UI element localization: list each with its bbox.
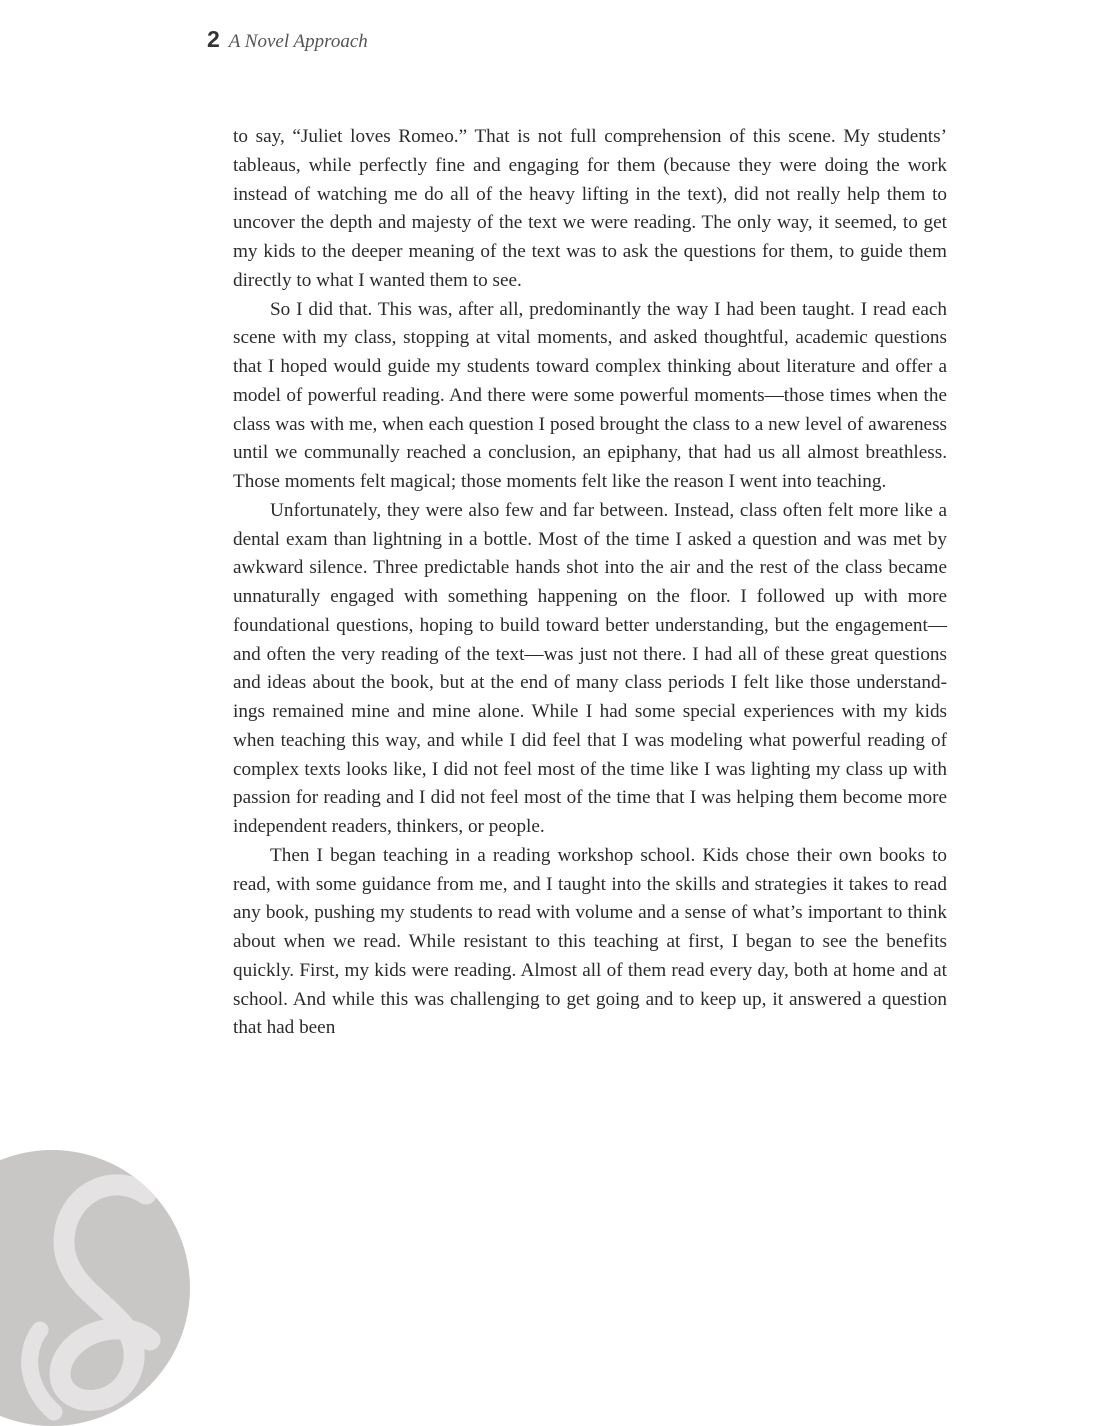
book-title: A Novel Approach bbox=[228, 31, 368, 52]
body-text bbox=[233, 123, 947, 1043]
paragraph: Unfortunately, they were also few and far between. Instead, class often felt more like a dental exam than lightning in a bottle. Most of the time I asked a question and was met by awkward silence. Three predictable hands shot into the air and the rest of the class became unnaturally engaged with something happening on the floor. I followed up with more foundational questions, hoping to build toward better understanding, but the engagement—and often the very reading of the text—was just not there. I had all of these great questions and ideas about the book, but at the end of many class periods I felt like those understandings remained mine and mine alone. While I had some special experiences with my kids when teaching this way, and while I did feel that I was modeling what powerful reading of complex texts looks like, I did not feel most of the time like I was lighting my class up with passion for reading and I did not feel most of the time that I was helping them become more independent readers, thinkers, or people. bbox=[233, 499, 947, 837]
paragraph: to say, “Juliet loves Romeo.” That is not full comprehension of this scene. My students’ tableaus, while perfectly fine and engaging for them (because they were doing the work instead of watching me do all of the heavy lifting in the text), did not really help them to uncover the depth and majesty of the text we were reading. The only way, it seemed, to get my kids to the deeper meaning of the text was to ask the questions for them, to guide them directly to what I wanted them to see. bbox=[233, 126, 947, 291]
ampersand-glyph-icon bbox=[0, 1150, 190, 1426]
running-head bbox=[207, 26, 368, 58]
paragraph: Then I began teaching in a reading workshop school. Kids chose their own books to read, with some guidance from me, and I taught into the skills and strategies it takes to read any book, pushing my students to read with volume and a sense of what’s important to think about when we read. While resistant to this teaching at first, I began to see the benefits quickly. First, my kids were reading. Almost all of them read every day, both at home and at school. And while this was challenging to get going and to keep up, it answered a question that had been bbox=[233, 844, 947, 1039]
paragraph: So I did that. This was, after all, predominantly the way I had been taught. I read each scene with my class, stopping at vital moments, and asked thoughtful, academic questions that I hoped would guide my students toward complex thinking about literature and offer a model of powerful reading. And there were some powerful moments—those times when the class was with me, when each question I posed brought the class to a new level of awareness until we communally reached a conclusion, an epiphany, that had us all almost breathless. Those moments felt magical; those moments felt like the reason I went into teaching. bbox=[233, 298, 947, 492]
page-number: 2 bbox=[207, 26, 220, 52]
ampersand-seal-icon bbox=[0, 1150, 190, 1426]
